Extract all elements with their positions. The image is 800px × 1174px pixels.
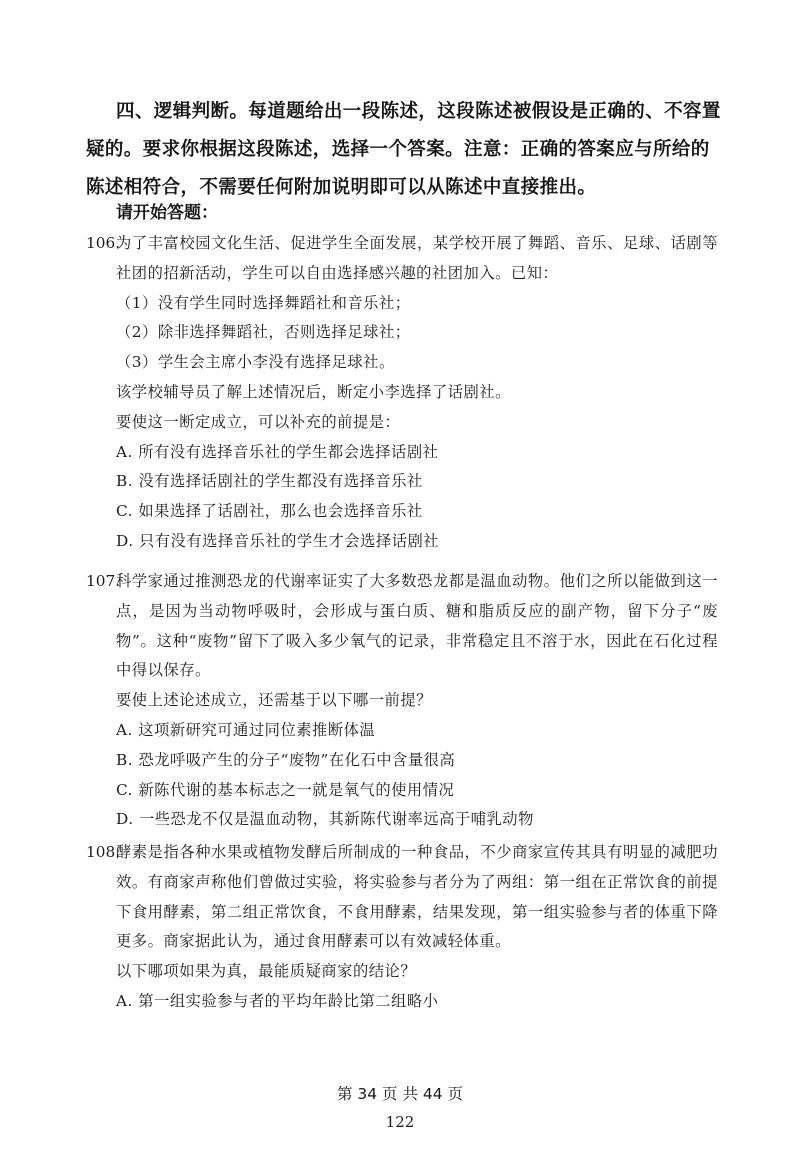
question-stem (86, 567, 718, 686)
option-a: A. 这项新研究可通过同位素推断体温 (116, 720, 376, 739)
option-c: C. 新陈代谢的基本标志之一就是氧气的使用情况 (116, 780, 455, 799)
start-label: 请开始答题： (116, 203, 218, 223)
question-text: 为了丰富校园文化生活、促进学生全面发展，某学校开展了舞蹈、音乐、足球、话剧等社团的招新活动，学生可以自由选择感兴趣的社团加入。已知： (116, 234, 718, 282)
page-indicator: 第 34 页 共 44 页 (336, 1085, 464, 1103)
question-prompt: 要使这一断定成立，可以补充的前提是： (116, 412, 401, 431)
option-b: B. 恐龙呼吸产生的分子“废物”在化石中含量很高 (116, 750, 456, 769)
option-b: B. 没有选择话剧社的学生都没有选择音乐社 (116, 472, 423, 491)
question-prompt: 要使上述论述成立，还需基于以下哪一前提？ (116, 691, 432, 710)
question-106 (86, 229, 718, 557)
question-prompt: 以下哪项如果为真，最能质疑商家的结论？ (116, 962, 417, 981)
question-number: 106. (86, 234, 121, 252)
question-107 (86, 567, 718, 835)
option-c: C. 如果选择了话剧社，那么也会选择音乐社 (116, 502, 423, 521)
option-d: D. 一些恐龙不仅是温血动物，其新陈代谢率远高于哺乳动物 (116, 810, 534, 829)
section-heading: 四、逻辑判断。每道题给出一段陈述，这段陈述被假设是正确的、不容置疑的。要求你根据这段陈述，选择一个答案。注意：正确的答案应与所给的陈述相符合，不需要任何附加说明即可以从陈述中直接推出。 (86, 101, 721, 198)
condition-3: （3）学生会主席小李没有选择足球社。 (116, 353, 395, 372)
question-number: 108. (86, 843, 121, 861)
condition-1: （1）没有学生同时选择舞蹈社和音乐社； (116, 293, 411, 312)
question-line: 该学校辅导员了解上述情况后，断定小李选择了话剧社。 (116, 382, 511, 401)
option-d: D. 只有没有选择音乐社的学生才会选择话剧社 (116, 531, 440, 550)
page-number: 122 (385, 1113, 415, 1131)
condition-2: （2）除非选择舞蹈社，否则选择足球社； (116, 323, 411, 342)
question-stem (86, 838, 718, 957)
question-stem (86, 229, 718, 289)
option-a: A. 第一组实验参与者的平均年龄比第二组略小 (116, 991, 439, 1010)
question-text: 酵素是指各种水果或植物发酵后所制成的一种食品，不少商家宣传其具有明显的减肥功效。有商家声称他们曾做过实验，将实验参与者分为了两组：第一组在正常饮食的前提下食用酵素，第二组正常饮食，不食用酵素，结果发现，第一组实验参与者的体重下降更多。商家据此认为，通过食用酵素可以有效减轻体重。 (116, 843, 718, 951)
question-108 (86, 838, 718, 1017)
question-number: 107. (86, 572, 121, 590)
option-a: A. 所有没有选择音乐社的学生都会选择话剧社 (116, 442, 439, 461)
question-text: 科学家通过推测恐龙的代谢率证实了大多数恐龙都是温血动物。他们之所以能做到这一点，是因为当动物呼吸时，会形成与蛋白质、糖和脂质反应的副产物，留下分子“废物”。这种“废物”留下了吸入多少氧气的记录，非常稳定且不溶于水，因此在石化过程中得以保存。 (116, 572, 718, 680)
